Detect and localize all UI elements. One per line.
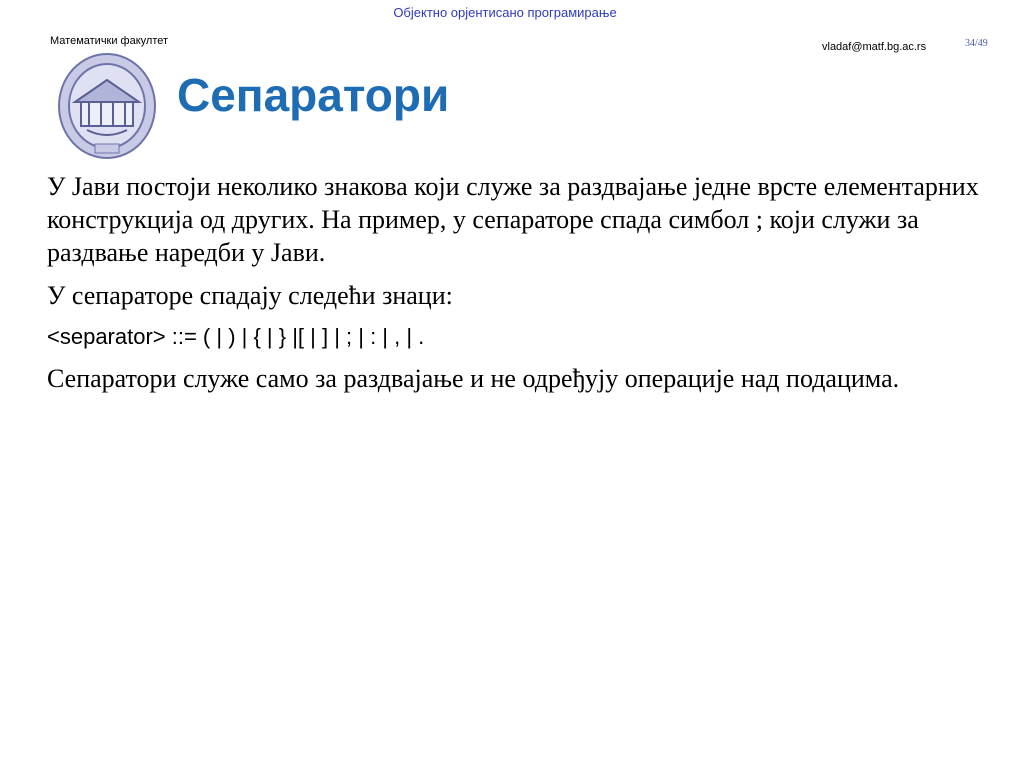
separator-grammar-rule: <separator> ::= ( | ) | { | } |[ | ] | ; | : | , | .	[47, 324, 425, 349]
university-seal-icon	[57, 52, 161, 164]
paragraph-intro: У Јави постоји неколико знакова који служе за раздвајање једне врсте елементарних конструкција од других. На пример, у сепараторе спада симбол ; који служи за раздвање наредби у Јави.	[47, 172, 979, 267]
page-number: 34/49	[965, 38, 988, 49]
slide-content	[47, 170, 987, 405]
paragraph-separators-list: У сепараторе спадају следећи знаци:	[47, 281, 453, 310]
slide-title: Сепаратори	[177, 69, 450, 121]
course-title: Објектно орјентисано програмирање	[393, 5, 617, 20]
paragraph-conclusion: Сепаратори служе само за раздвајање и не одређују операције над подацима.	[47, 364, 900, 393]
faculty-name: Математички факултет	[50, 35, 169, 47]
author-email: vladaf@matf.bg.ac.rs	[822, 41, 927, 53]
